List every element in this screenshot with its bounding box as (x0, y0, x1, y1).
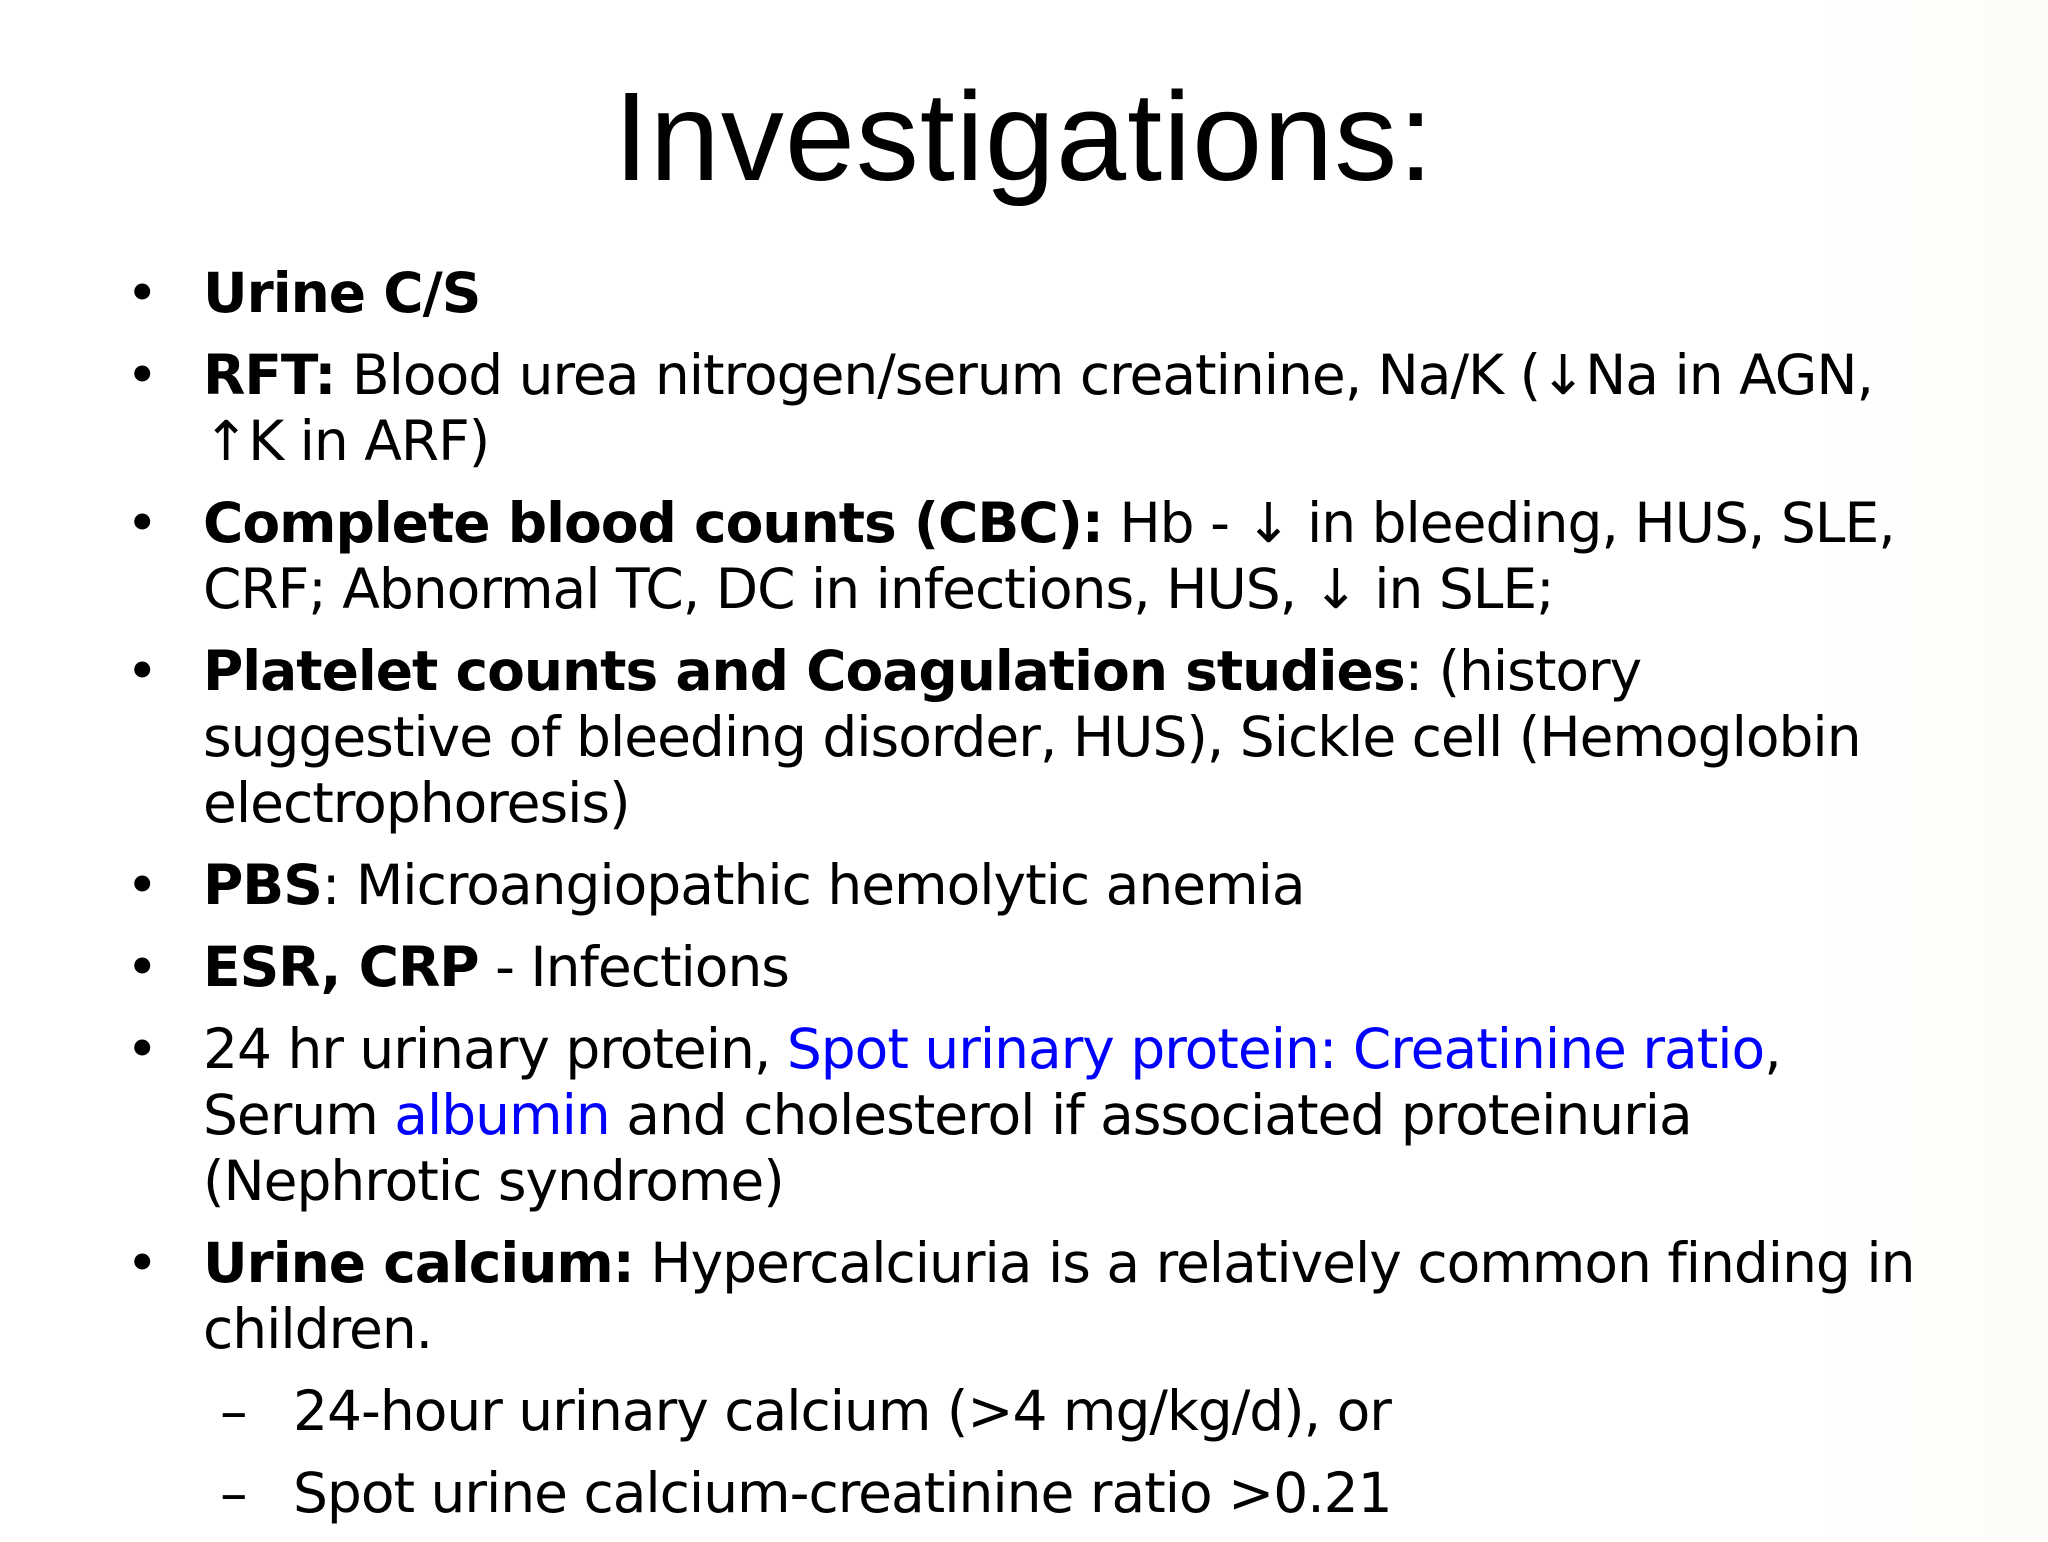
bullet-icon: • (126, 935, 158, 999)
item-heading: ESR, CRP (203, 935, 479, 999)
bullet-icon: • (126, 491, 158, 555)
dash-icon: – (220, 1379, 247, 1443)
sub-item-text: Spot urine calcium-creatinine ratio >0.21 (293, 1461, 1392, 1525)
item-text: , Serum (203, 1017, 1781, 1147)
item-heading: Platelet counts and Coagulation studies (203, 639, 1405, 703)
sub-item-text: 24-hour urinary calcium (>4 mg/kg/d), or (293, 1379, 1391, 1443)
bullet-icon: • (126, 853, 158, 917)
sub-item-spot-ratio (120, 1460, 1940, 1526)
link-spot-urinary-protein[interactable]: Spot urinary protein: Creatinine ratio (786, 1017, 1765, 1081)
item-heading: Urine C/S (203, 261, 481, 325)
item-text: : (history suggestive of bleeding disorder, HUS), Sickle cell (Hemoglobin electrophoresis) (203, 639, 1861, 835)
bullet-icon: • (126, 1017, 158, 1081)
list-item-urinary-protein (120, 1016, 1940, 1214)
item-text: - Infections (478, 935, 789, 999)
bullet-icon: • (126, 343, 158, 407)
sub-item-24h-calcium (120, 1378, 1940, 1444)
bullet-icon: • (126, 1231, 158, 1295)
dash-icon: – (220, 1461, 247, 1525)
list-item-pbs (120, 852, 1940, 918)
list-item-urine-cs (120, 260, 1940, 326)
item-text: : Microangiopathic hemolytic anemia (321, 853, 1305, 917)
bullet-list (120, 260, 1940, 1542)
list-item-urine-calcium (120, 1230, 1940, 1362)
list-item-platelet (120, 638, 1940, 836)
item-heading: RFT: (203, 343, 336, 407)
item-text: 24 hr urinary protein, (203, 1017, 787, 1081)
slide-title: Investigations: (613, 66, 1435, 207)
item-text: and cholesterol if associated proteinuria (Nephrotic syndrome) (203, 1083, 1692, 1213)
list-item-rft (120, 342, 1940, 474)
bullet-icon: • (126, 639, 158, 703)
bullet-icon: • (126, 261, 158, 325)
item-heading: PBS (203, 853, 322, 917)
item-text: Blood urea nitrogen/serum creatinine, Na/K (↓Na in AGN, ↑K in ARF) (203, 343, 1873, 473)
list-item-cbc (120, 490, 1940, 622)
item-heading: Urine calcium: (203, 1231, 634, 1295)
item-heading: Complete blood counts (CBC): (203, 491, 1103, 555)
list-item-esr-crp (120, 934, 1940, 1000)
item-text: Hb - ↓ in bleeding, HUS, SLE, CRF; Abnormal TC, DC in infections, HUS, ↓ in SLE; (203, 491, 1895, 621)
link-albumin[interactable]: albumin (394, 1083, 610, 1147)
item-text: Hypercalciuria is a relatively common finding in children. (203, 1231, 1915, 1361)
